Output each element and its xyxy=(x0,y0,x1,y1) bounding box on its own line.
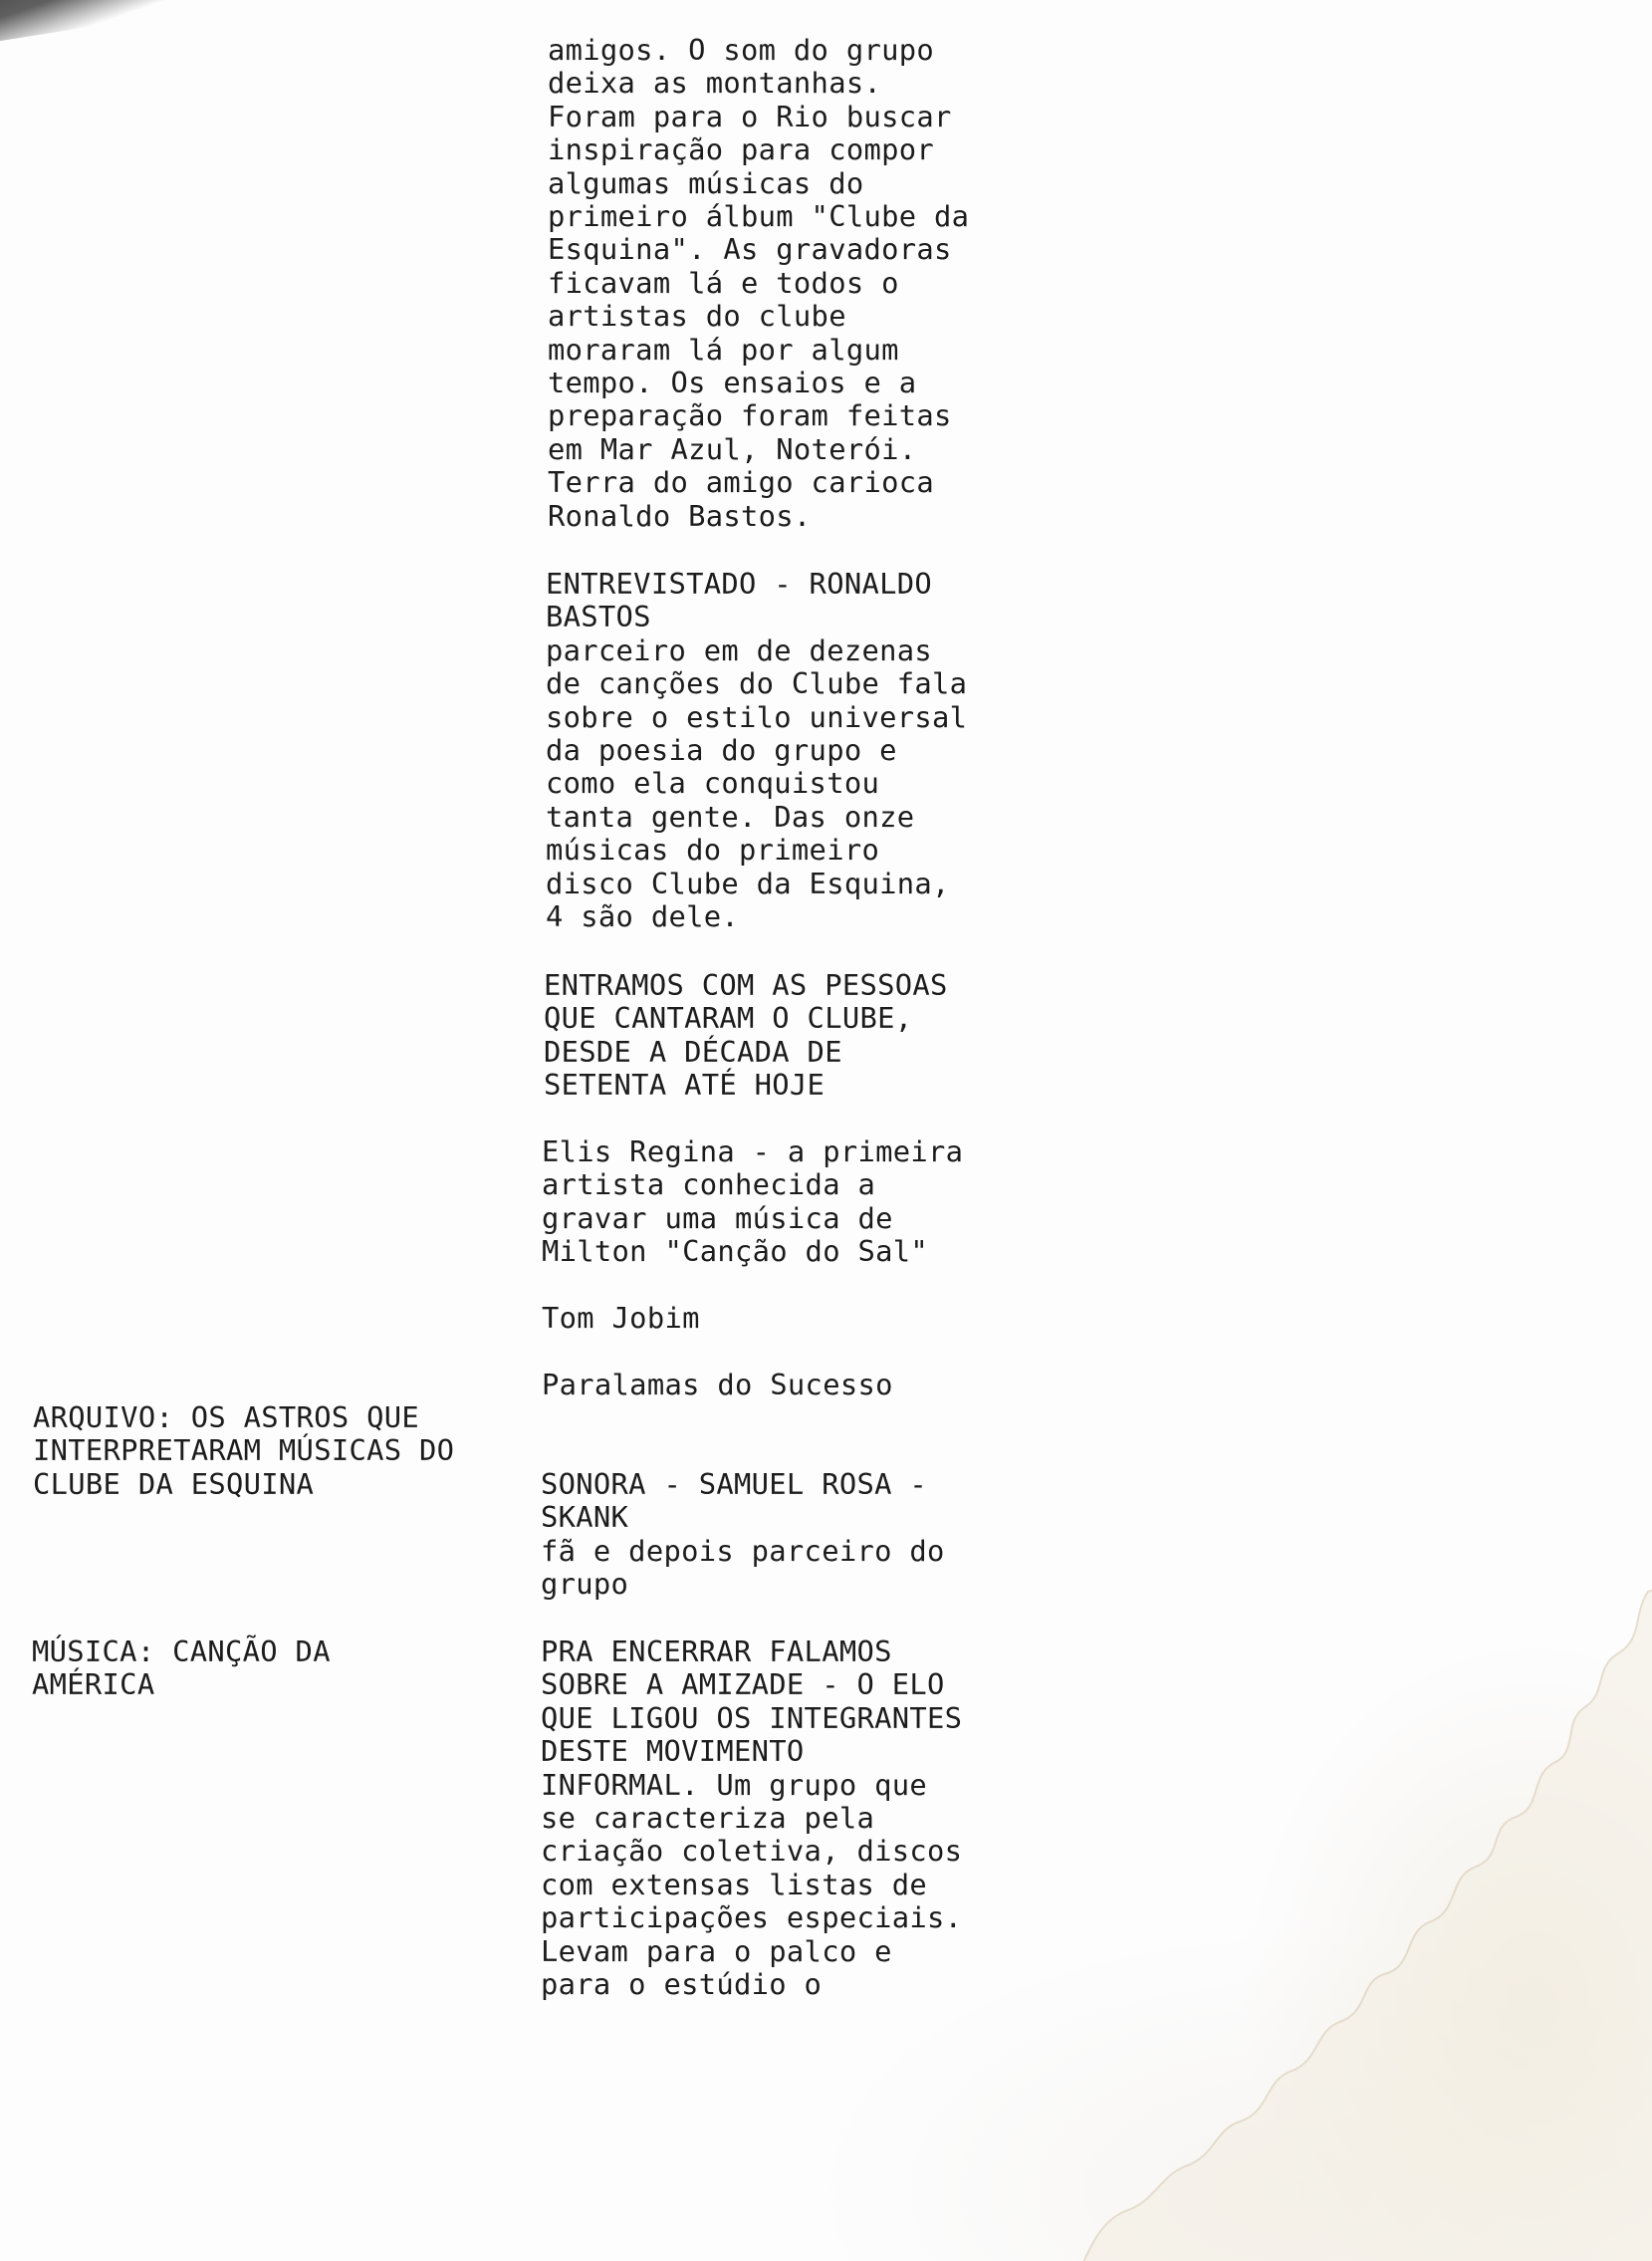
page-corner-fold xyxy=(0,0,225,41)
singers-intro-text: ENTRAMOS COM AS PESSOAS QUE CANTARAM O CLUBE, DESDE A DÉCADA DE SETENTA ATÉ HOJE xyxy=(544,968,948,1103)
elis-regina-text: Elis Regina - a primeira artista conhecida a gravar uma música de Milton "Canção do Sal" xyxy=(542,1134,964,1269)
paralamas-text: Paralamas do Sucesso xyxy=(542,1368,893,1401)
interview-ronaldo-bastos-text: ENTREVISTADO - RONALDO BASTOS parceiro em de dezenas de canções do Clube fala sobre o estilo universal da poesia do grupo e como ela conquistou tanta gente. Das onze músicas do primeiro disco Clube da Esquina, 4 são dele. xyxy=(546,567,968,934)
tom-jobim-text: Tom Jobim xyxy=(542,1301,700,1335)
music-cue-text: MÚSICA: CANÇÃO DA AMÉRICA xyxy=(32,1634,331,1702)
water-stain xyxy=(1075,1584,1652,2261)
narration-intro-text: amigos. O som do grupo deixa as montanhas. Foram para o Rio buscar inspiração para compor algumas músicas do primeiro álbum "Clube da Esquina". As gravadoras ficavam lá e todos o artistas do clube moraram lá por algum tempo. Os ensaios e a preparação foram feitas em Mar Azul, Noterói. Terra do amigo carioca Ronaldo Bastos. xyxy=(548,33,970,533)
closing-friendship-text: PRA ENCERRAR FALAMOS SOBRE A AMIZADE - O ELO QUE LIGOU OS INTEGRANTES DESTE MOVIMENTO INFORMAL. Um grupo que se caracteriza pela criação coletiva, discos com extensas listas de participações especiais. Levam para o palco e para o estúdio o xyxy=(541,1634,963,2002)
sonora-samuel-rosa-text: SONORA - SAMUEL ROSA - SKANK fã e depois parceiro do grupo xyxy=(541,1467,945,1602)
archive-cue-text: ARQUIVO: OS ASTROS QUE INTERPRETARAM MÚSICAS DO CLUBE DA ESQUINA xyxy=(33,1400,455,1501)
